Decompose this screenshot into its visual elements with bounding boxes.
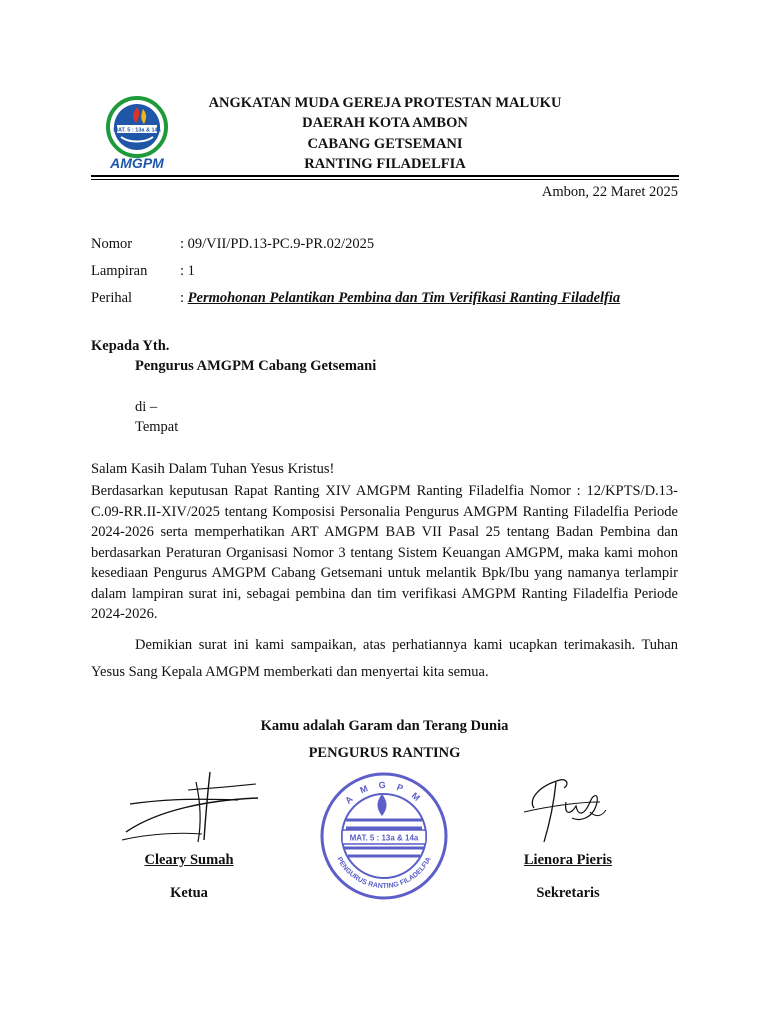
motto: Kamu adalah Garam dan Terang Dunia	[260, 718, 509, 734]
ketua-name: Cleary Sumah	[144, 852, 234, 868]
sekretaris-name: Lienora Pieris	[523, 852, 613, 868]
organization-stamp	[316, 772, 452, 902]
recipient-place: Tempat	[135, 419, 179, 435]
header-line-2: DAERAH KOTA AMBON	[302, 115, 468, 131]
recipient-di: di –	[135, 399, 158, 415]
header-line-1: ANGKATAN MUDA GEREJA PROTESTAN MALUKU	[208, 95, 562, 111]
greeting: Salam Kasih Dalam Tuhan Yesus Kristus!	[91, 461, 335, 477]
sekretaris-role: Sekretaris	[536, 885, 600, 901]
perihal-colon: :	[180, 290, 185, 306]
recipient-name: Pengurus AMGPM Cabang Getsemani	[135, 358, 377, 374]
header-rule-thick	[91, 175, 679, 177]
letter-date: Ambon, 22 Maret 2025	[541, 184, 678, 200]
ketua-role: Ketua	[170, 885, 208, 901]
body-paragraph-2: Demikian surat ini kami sampaikan, atas perhatiannya kami ucapkan terimakasih. Tuhan Yesus Sang Kepala AMGPM memberkati dan menyertai kita semua.	[91, 637, 678, 680]
stamp-band-text: MAT. 5 : 13a & 14a	[349, 833, 419, 843]
signature-ketua	[118, 770, 268, 850]
nomor-label: Nomor	[91, 236, 133, 252]
stamp-bottom-text: PENGURUS RANTING FILADELFIA	[335, 856, 433, 891]
header-line-4: RANTING FILADELFIA	[304, 156, 466, 172]
perihal-value: Permohonan Pelantikan Pembina dan Tim Verifikasi Ranting Filadelfia	[187, 290, 621, 306]
lampiran-value: : 1	[180, 263, 195, 279]
logo-band-text: MAT. 5 : 13a & 14a	[113, 127, 161, 134]
header-line-3: CABANG GETSEMANI	[307, 136, 463, 152]
lampiran-label: Lampiran	[91, 263, 148, 279]
nomor-value: : 09/VII/PD.13-PC.9-PR.02/2025	[180, 236, 375, 252]
perihal-row	[180, 290, 620, 307]
perihal-label: Perihal	[91, 290, 133, 306]
recipient-to: Kepada Yth.	[91, 338, 170, 354]
board-title: PENGURUS RANTING	[308, 745, 461, 761]
stamp-top-text: A M G P M	[343, 779, 425, 806]
header-rule-thin	[91, 179, 679, 180]
body-paragraph-1: Berdasarkan keputusan Rapat Ranting XIV AMGPM Ranting Filadelfia Nomor : 12/KPTS/D.13-C.09-RR.II-XIV/2025 tentang Komposisi Personalia Pengurus AMGPM Ranting Filadelfia Periode 2024-2026 serta memperhatikan ART AMGPM BAB VII Pasal 25 tentang Badan Pembina dan berdasarkan Peraturan Organisasi Nomor 3 tentang Sistem Keuangan AMGPM, maka kami mohon kesediaan Pengurus AMGPM Cabang Getsemani untuk melantik Bpk/Ibu yang namanya terlampir dalam lampiran surat ini, sebagai pembina dan tim verifikasi AMGPM Ranting Filadelfia Periode 2024-2026.	[91, 483, 678, 622]
signature-sekretaris	[520, 772, 610, 852]
logo-caption: AMGPM	[110, 155, 164, 171]
